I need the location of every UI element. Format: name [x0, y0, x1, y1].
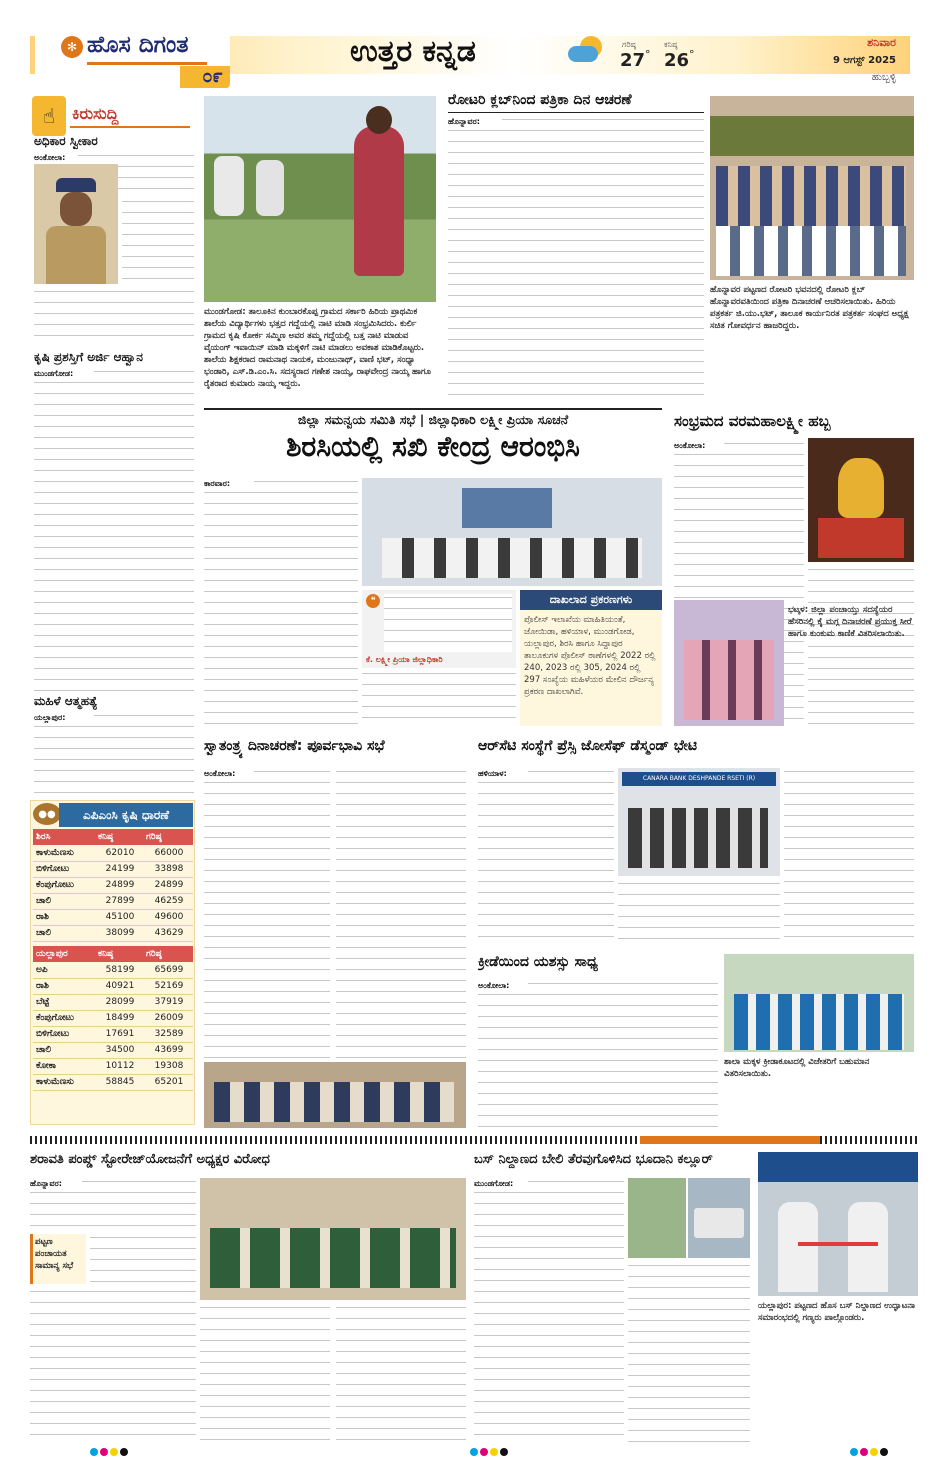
temp-min-degree: °: [689, 48, 695, 60]
rseti-photo: [618, 768, 780, 876]
lead-dateline: ಕಾರವಾರ:: [204, 479, 231, 488]
handloom-photo: [674, 600, 784, 726]
apmc-commodity: ಬಿಳಿಗೋಟು: [36, 1029, 70, 1039]
apmc-header-cell: ಯಲ್ಲಾಪುರ: [36, 949, 68, 959]
weather-icon: [566, 34, 606, 70]
apmc-commodity: ಚಾಲಿ: [36, 928, 52, 938]
apmc-title: ಎಪಿಎಂಸಿ ಕೃಷಿ ಧಾರಣೆ: [59, 803, 193, 827]
sidebar-item-dateline: ಯಲ್ಲಾಪುರ:: [34, 713, 66, 722]
table-row: [33, 995, 193, 1011]
apmc-price: 37919: [154, 997, 184, 1007]
bus-headline: ಬಸ್ ನಿಲ್ದಾಣದ ಬೇಲಿ ತೆರವುಗೊಳಿಸಿದ ಭೂದಾನಿ ಕಲ್ಲೂರ್: [474, 1152, 713, 1167]
sidebar-item-headline: ಅಧಿಕಾರ ಸ್ವೀಕಾರ: [34, 134, 98, 148]
sport-dateline: ಅಂಕೋಲಾ:: [478, 981, 510, 990]
apmc-price: 38099: [105, 928, 135, 938]
pump-pull-quote: ಪಟ್ಟಣ ಪಂಚಾಯತ ಸಾಮಾನ್ಯ ಸಭೆ: [30, 1234, 86, 1284]
temp-max-label: ಗರಿಷ್ಠ: [622, 40, 636, 49]
apmc-price: 28099: [105, 997, 135, 1007]
swa-headline: ಸ್ವಾತಂತ್ರ್ಯ ದಿನಾಚರಣೆ: ಪೂರ್ವಭಾವಿ ಸಭೆ: [204, 738, 385, 754]
lead-quote: [362, 590, 516, 668]
quote-icon: ❝: [366, 594, 380, 608]
apmc-commodity: ಕಾಳುಮೆಣಸು: [36, 848, 74, 858]
apmc-price: 40921: [105, 981, 135, 991]
sidebar-item-headline: ಕೃಷಿ ಪ್ರಶಸ್ತಿಗೆ ಅರ್ಜಿ ಆಹ್ವಾನ: [34, 350, 143, 364]
lead-quote-author: ಕೆ. ಲಕ್ಷ್ಮೀ ಪ್ರಿಯಾ ಜಿಲ್ಲಾಧಿಕಾರಿ: [366, 655, 443, 664]
rotary-headline: ರೋಟರಿ ಕ್ಲಬ್‌ನಿಂದ ಪತ್ರಿಕಾ ದಿನ ಆಚರಣೆ: [448, 92, 632, 108]
officer-photo: [34, 164, 118, 284]
apmc-price: 24899: [154, 880, 184, 890]
goddess-photo: [808, 438, 914, 562]
rotary-photo: [710, 96, 914, 280]
sidebar-brand: ಕಿರುಸುದ್ದಿ: [72, 104, 119, 123]
apmc-price: 66000: [154, 848, 184, 858]
bus-photo-left: [628, 1178, 686, 1258]
temp-min-label: ಕನಿಷ್ಠ: [664, 40, 678, 49]
ribbon-caption: ಯಲ್ಲಾಪುರ: ಪಟ್ಟಣದ ಹೊಸ ಬಸ್ ನಿಲ್ದಾಣದ ಉದ್ಘಾಟನಾ ಸಮಾರಂಭದಲ್ಲಿ ಗಣ್ಯರು ಪಾಲ್ಗೊಂಡರು.: [758, 1301, 915, 1323]
table-row: [33, 926, 193, 942]
apmc-price: 65699: [154, 965, 184, 975]
table-row: [33, 1043, 193, 1059]
produce-icon: ●●: [33, 803, 61, 825]
pump-dateline: ಹೊನ್ನಾವರ:: [30, 1179, 62, 1188]
table-row: [33, 1059, 193, 1075]
sidebar-item-dateline: ಮುಂಡಗೋಡ:: [34, 369, 74, 378]
table-row: [33, 1075, 193, 1091]
independence-story: [200, 734, 470, 1130]
apmc-commodity: ರಾಶಿ: [36, 981, 49, 991]
apmc-price: 26009: [154, 1013, 184, 1023]
bus-photo-right: [688, 1178, 750, 1258]
logo-tagline-bar: [87, 62, 207, 65]
sports-caption: ಶಾಲಾ ಮಕ್ಕಳ ಕ್ರೀಡಾಕೂಟದಲ್ಲಿ ವಿಜೇತರಿಗೆ ಬಹುಮಾನ ವಿತರಿಸಲಾಯಿತು.: [724, 1057, 870, 1079]
apmc-price: 46259: [154, 896, 184, 906]
bottom-accent: [640, 1136, 820, 1144]
table-row: [33, 979, 193, 995]
apmc-price: 18499: [105, 1013, 135, 1023]
rseti-banner: CANARA BANK DESHPANDE RSETI (R): [622, 772, 776, 786]
pump-headline: ಶರಾವತಿ ಪಂಪ್ಡ್ ಸ್ಟೋರೇಜ್‌ಯೋಜನೆಗೆ ಅಧ್ಯಕ್ಷರ ವಿರೋಧ: [30, 1152, 270, 1167]
apmc-commodity: ಕೆಂಪುಗೋಟು: [36, 1013, 75, 1023]
apmc-price: 33898: [154, 864, 184, 874]
handloom-photo-block: [670, 600, 918, 728]
table-row: [33, 878, 193, 894]
table-row: [33, 910, 193, 926]
apmc-section-header: [33, 829, 193, 845]
table-row: [33, 894, 193, 910]
logo: [35, 30, 230, 88]
apmc-price-table: [30, 800, 195, 1125]
lead-kicker: ಜಿಲ್ಲಾ ಸಮನ್ವಯ ಸಮಿತಿ ಸಭೆ | ಜಿಲ್ಲಾಧಿಕಾರಿ ಲಕ್ಷ್ಮೀ ಪ್ರಿಯಾ ಸೂಚನೆ: [297, 412, 569, 427]
apmc-price: 58845: [105, 1077, 135, 1087]
edition-title: ಉತ್ತರ ಕನ್ನಡ: [350, 34, 476, 69]
apmc-price: 43629: [154, 928, 184, 938]
apmc-price: 43699: [154, 1045, 184, 1055]
sidebar-brief: [30, 92, 195, 798]
sidebar-item-headline: ಮಹಿಳೆ ಆತ್ಮಹತ್ಯೆ: [34, 694, 98, 708]
logo-text: ಹೊಸ ದಿಗಂತ: [87, 32, 189, 58]
paddy-photo: [204, 96, 436, 302]
sports-story: [474, 950, 918, 1130]
apmc-price: 45100: [105, 912, 135, 922]
lead-cases-box: [520, 590, 662, 726]
ribbon-cutting-photo: [758, 1152, 918, 1296]
sports-photo: [724, 954, 914, 1052]
apmc-commodity: ಬಿಳಿಗೋಟು: [36, 864, 70, 874]
apmc-price: 34500: [105, 1045, 135, 1055]
temp-max: 27: [620, 50, 646, 71]
masthead-day: ಶನಿವಾರ: [867, 36, 896, 49]
bus-dateline: ಮುಂಡಗೋಡ:: [474, 1179, 514, 1188]
rset-dateline: ಹಳಿಯಾಳ:: [478, 769, 507, 778]
apmc-price: 27899: [105, 896, 135, 906]
table-row: [33, 862, 193, 878]
vara-headline: ಸಂಭ್ರಮದ ವರಮಹಾಲಕ್ಷ್ಮೀ ಹಬ್ಬ: [674, 412, 831, 430]
apmc-header-cell: ಗರಿಷ್ಠ: [146, 949, 162, 959]
paddy-story: [200, 92, 440, 404]
apmc-price: 10112: [105, 1061, 135, 1071]
apmc-commodity: ಬೆಟ್ಟೆ: [36, 997, 50, 1007]
apmc-header-cell: ಗರಿಷ್ಠ: [146, 832, 162, 842]
table-row: [33, 1027, 193, 1043]
apmc-commodity: ಅಪಿ: [36, 965, 48, 975]
council-photo: [200, 1178, 466, 1300]
independence-photo: [204, 1062, 466, 1128]
lead-box-title: ದಾಖಲಾದ ಪ್ರಕರಣಗಳು: [520, 590, 662, 610]
paddy-caption: ಮುಂಡಗೋಡ: ತಾಲೂಕಿನ ಕುಂಬಾರಕೊಪ್ಪ ಗ್ರಾಮದ ಸರ್ಕಾರಿ ಹಿರಿಯ ಪ್ರಾಥಮಿಕ ಶಾಲೆಯ ವಿದ್ಯಾರ್ಥಿಗಳು ಭತ್ತದ ಗದ್ದೆಯಲ್ಲಿ ನಾಟಿ ಮಾಡಿ ಸಂಭ್ರಮಿಸಿದರು. ಕುರ್ಲಿ ಗ್ರಾಮದ ಕೃಷಿ ಕೋರ್ಕ ಸಮ್ಮಿಣ ಅವರ ತಮ್ಮ ಗದ್ದೆಯಲ್ಲಿ ಬತ್ತ ನಾಟಿ ಮಾಡುವ ವೈಯಂಗ್ ಇವಾಯಿನ್ ಮಾಡಿ ಮಕ್ಕಳಿಗೆ ನಾಟಿ ಮಾಡಲು ಅವಕಾಶ ಮಾಡಿಕೊಟ್ಟರು. ಶಾಲೆಯ ಶಿಕ್ಷಕರಾದ ರಾಮನಾಥ ನಾಯಕ, ಮಂಜುನಾಥ್, ವಾಣಿ ಭಟ್, ಸಂಧ್ಯಾ ಭಂಡಾರಿ, ಎಸ್.ಡಿ.ಎಂ.ಸಿ. ಸದಸ್ಯರಾದ ಗಣೇಶ ನಾಯ್ಕ, ರಾಘವೇಂದ್ರ ನಾಯ್ಕ ಹಾಗೂ ರೈತರಾದ ಕುಮಾರು ನಾಯ್ಕ ಇದ್ದರು.: [204, 307, 431, 389]
apmc-price: 52169: [154, 981, 184, 991]
rotary-caption: ಹೊನ್ನಾವರ ಪಟ್ಟಣದ ರೋಟರಿ ಭವನದಲ್ಲಿ ರೋಟರಿ ಕ್ಲಬ್‌ ಹೊನ್ನಾವರವತಿಯಿಂದ ಪತ್ರಿಕಾ ದಿನಾಚರಣೆ ಆಚರಿಸಲಾಯಿತು. ಹಿರಿಯ ಪತ್ರಕರ್ತ ಜಿ.ಯು.ಭಟ್, ತಾಲೂಕ ಕಾರ್ಯನಿರತ ಪತ್ರಕರ್ತ ಸಂಘದ ಅಧ್ಯಕ್ಷ ಸಚಿತ ಗೋವರ್ಧನ ಹಾಜರಿದ್ದರು.: [710, 285, 909, 331]
apmc-section-header: [33, 946, 193, 962]
apmc-price: 65201: [154, 1077, 184, 1087]
rotary-dateline: ಹೊನ್ನಾವರ:: [448, 117, 480, 126]
apmc-commodity: ರಾಶಿ: [36, 912, 49, 922]
apmc-price: 24899: [105, 880, 135, 890]
sidebar-item-dateline: ಅಂಕೋಲಾ:: [34, 153, 66, 162]
apmc-header-cell: ಕನಿಷ್ಠ: [98, 949, 114, 959]
apmc-price: 19308: [154, 1061, 184, 1071]
apmc-price: 24199: [105, 864, 135, 874]
meeting-photo: [362, 478, 662, 586]
table-row: [33, 963, 193, 979]
lead-headline: ಶಿರಸಿಯಲ್ಲಿ ಸಖಿ ಕೇಂದ್ರ ಆರಂಭಿಸಿ: [286, 430, 580, 463]
rotary-photo-block: [708, 92, 918, 404]
rseti-story: [474, 734, 918, 946]
apmc-price: 58199: [105, 965, 135, 975]
bus-stand-story: [470, 1148, 750, 1444]
apmc-header-cell: ಕನಿಷ್ಠ: [98, 832, 114, 842]
temp-min: 26: [664, 50, 690, 71]
apmc-commodity: ಚಾಲಿ: [36, 1045, 52, 1055]
apmc-price: 49600: [154, 912, 184, 922]
print-registration-marks: [90, 1446, 890, 1458]
swa-dateline: ಅಂಕೋಲಾ:: [204, 769, 236, 778]
apmc-commodity: ಕೆಂಪುಗೋಟು: [36, 880, 75, 890]
apmc-price: 32589: [154, 1029, 184, 1039]
sport-headline: ಕ್ರೀಡೆಯಿಂದ ಯಶಸ್ಸು ಸಾಧ್ಯ: [478, 954, 598, 970]
hand-icon: ☝: [32, 96, 66, 136]
rset-headline: ಆರ್‌ಸೆಟಿ ಸಂಸ್ಥೆಗೆ ಪ್ರೆಸ್ಸಿ ಜೋಸೆಫ್ ಡೆಸ್ಮಂಡ್ ಭೇಟಿ: [478, 738, 697, 754]
apmc-commodity: ಚಾಲಿ: [36, 896, 52, 906]
masthead-date: 9 ಆಗಸ್ಟ್ 2025: [832, 55, 896, 66]
apmc-price: 62010: [105, 848, 135, 858]
yellapur-story: [754, 1148, 918, 1444]
table-row: [33, 1011, 193, 1027]
lead-box-text: ಪೊಲೀಸ್ ಇಲಾಖೆಯ ಮಾಹಿತಿಯಂತೆ, ಜೋಯಿಡಾ, ಹಳಿಯಾಳ, ಮುಂಡಗೋಡ, ಯಲ್ಲಾಪುರ, ಶಿರಸಿ ಹಾಗೂ ಸಿದ್ದಾಪುರ ತಾಲೂಕುಗಳ ಪೊಲೀಸ್ ಠಾಣೆಗಳಲ್ಲಿ 2022 ರಲ್ಲಿ 240, 2023 ರಲ್ಲಿ 305, 2024 ರಲ್ಲಿ 297 ಸಂಖ್ಯೆಯ ಮಹಿಳೆಯರ ಮೇಲಿನ ದೌರ್ಜನ್ಯ ಪ್ರಕರಣ ದಾಖಲಾಗಿವೆ.: [524, 615, 656, 697]
handloom-caption: ಭಟ್ಕಳ: ಜಿಲ್ಲಾ ಪಂಚಾಯ್ತು ಸದಸ್ಯೆಯರ ಹೆಸರಿನಲ್ಲಿ ಕೈ ಮಗ್ಗ ದಿನಾಚರಣೆ ಪ್ರಯುಕ್ತ ಸೀರೆ ಹಾಗೂ ಕುಂಕುಮ ಕಾಣಿಕೆ ವಿತರಿಸಲಾಯಿತು.: [788, 605, 912, 639]
logo-emblem-icon: ✻: [61, 36, 83, 58]
table-row: [33, 846, 193, 862]
lead-story: [200, 408, 666, 728]
masthead: [0, 0, 945, 90]
apmc-commodity: ಕಾಳುಮೆಣಸು: [36, 1077, 74, 1087]
temp-max-degree: °: [645, 48, 651, 60]
page-number: ೦೯: [202, 66, 223, 87]
pump-storage-story: [30, 1148, 466, 1444]
rotary-story: [444, 92, 706, 404]
vara-dateline: ಅಂಕೋಲಾ:: [674, 441, 706, 450]
apmc-price: 17691: [105, 1029, 135, 1039]
apmc-commodity: ಕೋಕಾ: [36, 1061, 56, 1071]
apmc-header-cell: ಶಿರಸಿ: [36, 832, 51, 842]
masthead-city: ಹುಬ್ಬಳ್ಳಿ: [871, 72, 896, 83]
